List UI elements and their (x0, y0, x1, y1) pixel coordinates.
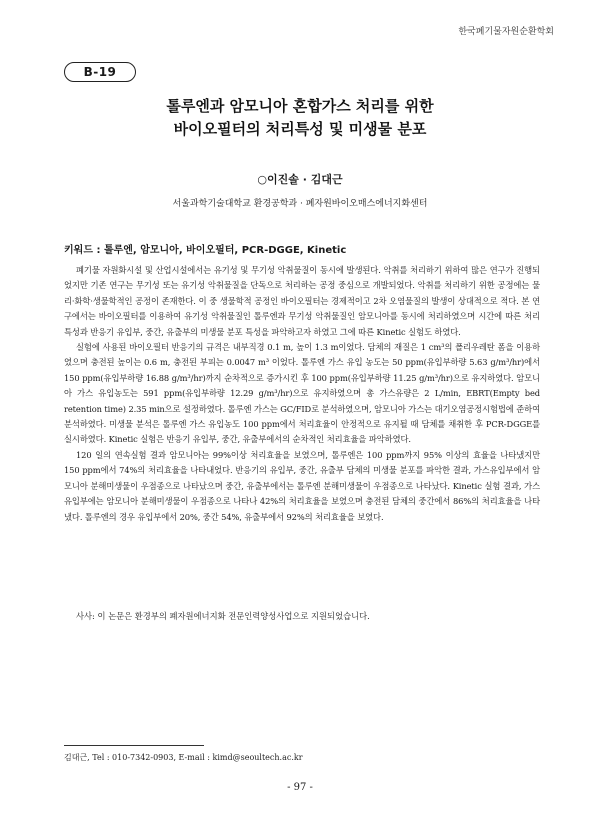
abstract-paragraph-3: 120 일의 연속실험 결과 암모니아는 99%이상 처리효율을 보였으며, 톨루엔은 100 ppm까지 95% 이상의 효율을 나타냈지만 150 ppm에서 74%의 처리효율을 나타내었다. 반응기의 유입부, 중간, 유출부 담체의 미생물 분포를 파악한 결과, 가스유입부에서 암모니아 분해미생물이 우점종으로 나타났으며 중간, 유출부에서는 톨루엔 분해미생물이 우점종으로 나타났다. Kinetic 실험 결과, 가스유입부에는 암모니아 분해미생물이 우점종으로 나타나 42%의 처리효율을 보였으며 충전된 담체의 중간에서 86%의 처리효율을 나타냈다. 톨루엔의 경우 유입부에서 20%, 중간 54%, 유출부에서 92%의 처리효율을 보였다. (64, 449, 540, 522)
abstract-paragraph-1: 폐기물 자원화시설 및 산업시설에서는 유기성 및 무기성 악취물질이 동시에 발생된다. 악취를 처리하기 위하여 많은 연구가 진행되었지만 기존 연구는 무기성 또는 유기성 악취물질을 단독으로 처리하는 공정 중심으로 개발되었다. 악취를 처리하기 위한 공정에는 물리·화학·생물학적인 공정이 존재한다. 이 중 생물학적 공정인 바이오필터는 경제적이고 2차 오염물질의 발생이 상대적으로 적다. 본 연구에서는 바이오필터를 이용하여 유기성 악취물질인 톨루엔과 무기성 악취물질인 암모니아를 동시에 처리하였으며 시간에 따른 처리특성과 반응기 유입부, 중간, 유출부의 미생물 분포 특성을 파악하고자 하였고 그에 따른 Kinetic 실험도 하였다. (64, 265, 540, 337)
abstract-paragraph-2: 실험에 사용된 바이오필터 반응기의 규격은 내부직경 0.1 m, 높이 1.3 m이었다. 담체의 재질은 1 cm³의 폴리우레탄 폼을 이용하였으며 충전된 높이는 0.6 m, 충전된 부피는 0.0047 m³ 이었다. 톨루엔 가스 유입 농도는 50 ppm(유입부하량 5.63 g/m³/hr)에서 150 ppm(유입부하량 16.88 g/m³/hr)까지 순차적으로 증가시킨 후 100 ppm(유입부하량 11.25 g/m³/hr)으로 유지하였다. 암모니아 가스 유입농도는 591 ppm(유입부하량 12.29 g/m³/hr)으로 유지하였으며 총 가스유량은 2 L/min, EBRT(Empty bed retention time) 2.35 min으로 설정하였다. 톨루엔 가스는 GC/FID로 분석하였으며, 암모니아 가스는 대기오염공정시험법에 준하여 분석하였다. 미생물 분석은 톨루엔 가스 유입농도 100 ppm에서 처리효율이 안정적으로 유지될 때 담체를 채취한 후 PCR-DGGE를 실시하였다. Kinetic 실험은 반응기 유입부, 중간, 유출부에서의 순차적인 처리효율을 파악하였다. (64, 342, 541, 445)
paper-id-badge: B-19 (64, 62, 136, 82)
page-number: - 97 - (287, 782, 313, 793)
author-list: ○이진솔 · 김대근 (257, 173, 343, 186)
society-header: 한국폐기물자원순환학회 (458, 27, 554, 37)
paper-title-line-2: 바이오필터의 처리특성 및 미생물 분포 (173, 120, 427, 138)
paper-title-line-1: 톨루엔과 암모니아 혼합가스 처리를 위한 (166, 97, 434, 115)
corresponding-author-footnote: 김대근, Tel : 010-7342-0903, E-mail : kimd@seoultech.ac.kr (64, 753, 303, 762)
keywords: 키워드 : 톨루엔, 암모니아, 바이오필터, PCR-DGGE, Kinetic (64, 245, 347, 256)
acknowledgement: 사사: 이 논문은 환경부의 폐자원에너지화 전문인력양성사업으로 지원되었습니다. (76, 611, 370, 621)
footnote-divider (64, 745, 204, 746)
affiliation: 서울과학기술대학교 환경공학과 · 폐자원바이오매스에너지화센터 (172, 199, 428, 209)
abstract-body (64, 263, 540, 525)
